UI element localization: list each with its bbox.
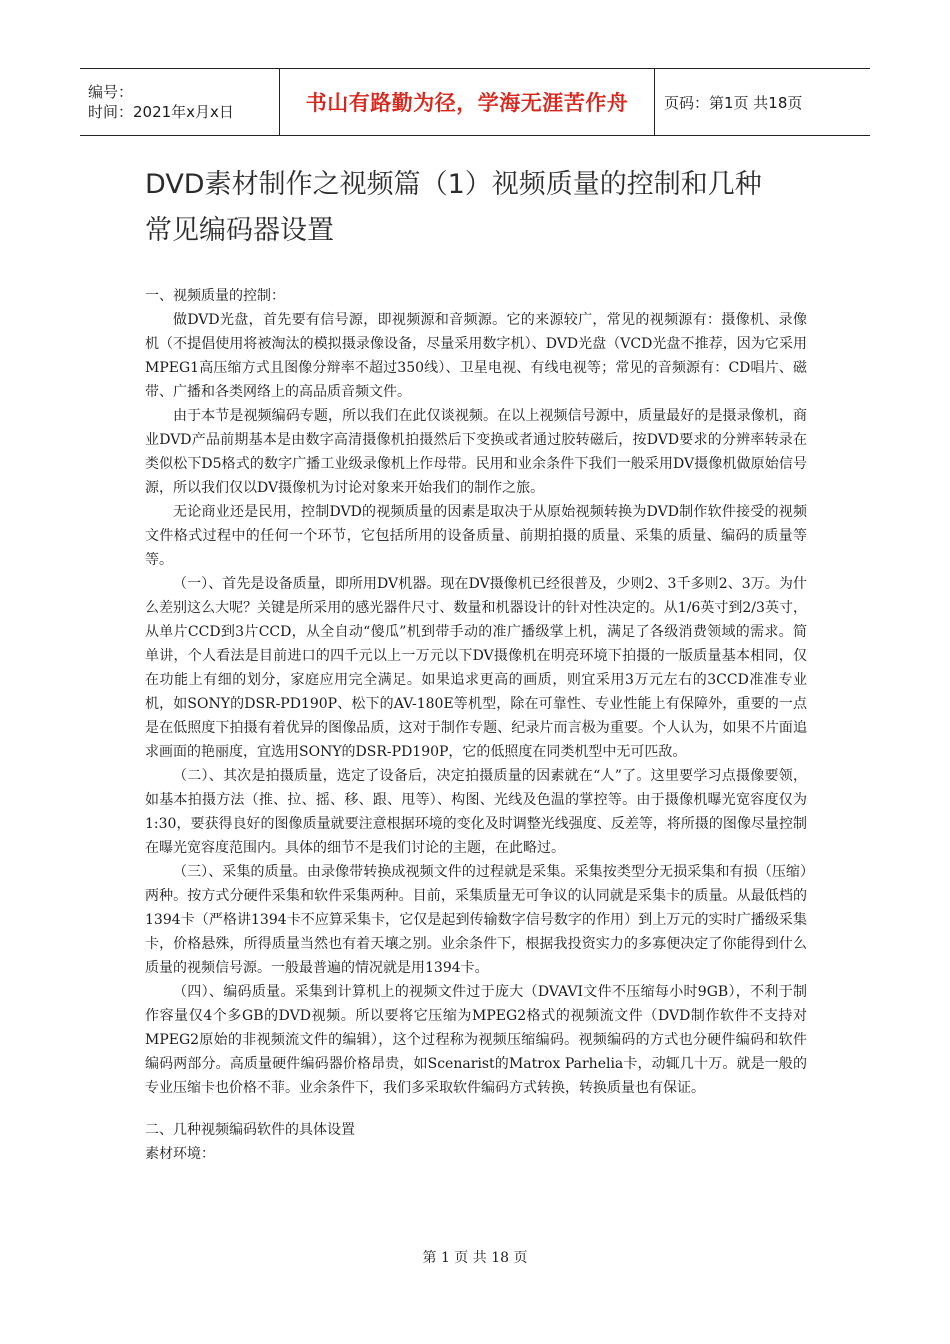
document-title-line2: 常见编码器设置 xyxy=(145,215,334,246)
header-page-info: 页码：第1页 共18页 xyxy=(664,93,803,112)
header-motto: 书山有路勤为径，学海无涯苦作舟 xyxy=(305,91,629,115)
document-title xyxy=(145,162,805,254)
document-date-label: 时间：2021年x月x日 xyxy=(88,103,234,121)
document-number-label: 编号： xyxy=(88,83,134,101)
page-footer xyxy=(0,1247,950,1267)
paragraph-quality-factors: 无论商业还是民用，控制DVD的视频质量的因素是取决于从原始视频转换为DVD制作软件接受的视频文件格式过程中的任何一个环节，它包括所用的设备质量、前期拍摄的质量、采集的质量、编码的质量等等。 xyxy=(145,504,807,568)
paragraph-signal-source: 做DVD光盘，首先要有信号源，即视频源和音频源。它的来源较广，常见的视频源有：摄像机、录像机（不提倡使用将被淘汰的模拟摄录像设备，尽量采用数字机）、DVD光盘（VCD光盘不推荐，因为它采用MPEG1高压缩方式且图像分辩率不超过350线）、卫星电视、有线电视等；常见的音频源有：CD唱片、磁带、广播和各类网络上的高品质音频文件。 xyxy=(145,312,807,400)
header-page-cell xyxy=(655,69,870,135)
section-gap xyxy=(145,1100,807,1118)
header-table xyxy=(80,68,870,136)
paragraph-shooting-quality: （二）、其次是拍摄质量，选定了设备后，决定拍摄质量的因素就在“人”了。这里要学习点摄像要领，如基本拍摄方法（推、拉、摇、移、跟、甩等）、构图、光线及色温的掌控等。由于摄像机曝光宽容度仅为1:30，要获得良好的图像质量就要注意根据环境的变化及时调整光线强度、反差等，将所摄的图像尽量控制在曝光宽容度范围内。具体的细节不是我们讨论的主题，在此略过。 xyxy=(145,768,807,856)
paragraph-equipment-quality: （一）、首先是设备质量，即所用DV机器。现在DV摄像机已经很普及，少则2、3千多则2、3万。为什么差别这么大呢？关键是所采用的感光器件尺寸、数量和机器设计的针对性决定的。从1/6英寸到2/3英寸，从单片CCD到3片CCD，从全自动“傻瓜”机到带手动的准广播级掌上机，满足了各级消费领域的需求。简单讲，个人看法是目前进口的四千元以上一万元以下DV摄像机在明亮环境下拍摄的一版质量基本相同，仅在功能上有细的划分，家庭应用完全满足。如果追求更高的画质，则宜采用3万元左右的3CCD准准专业机，如SONY的DSR-PD190P、松下的AV-180E等机型，除在可靠性、专业性能上有保障外，重要的一点是在低照度下拍摄有着优异的图像品质，这对于制作专题、纪录片而言极为重要。个人认为，如果不片面追求画面的艳丽度，宜选用SONY的DSR-PD190P，它的低照度在同类机型中无可匹敌。 xyxy=(145,576,807,760)
section1-heading: 一、视频质量的控制： xyxy=(145,288,285,304)
header-motto-cell xyxy=(280,69,655,135)
document-body xyxy=(145,284,807,1166)
section2-heading: 二、几种视频编码软件的具体设置 xyxy=(145,1122,355,1138)
paragraph-encoding-quality: （四）、编码质量。采集到计算机上的视频文件过于庞大（DVAVI文件不压缩每小时9GB），不利于制作容量仅4个多GB的DVD视频。所以要将它压缩为MPEG2格式的视频流文件（DVD制作软件不支持对MPEG2原始的非视频流文件的编辑），这个过程称为视频压缩编码。视频编码的方式也分硬件编码和软件编码两部分。高质量硬件编码器价格昂贵，如Scenarist的Matrox Parhelia卡，动辄几十万。就是一般的专业压缩卡也价格不菲。业余条件下，我们多采取软件编码方式转换，转换质量也有保证。 xyxy=(145,984,807,1096)
paragraph-video-topic: 由于本节是视频编码专题，所以我们在此仅谈视频。在以上视频信号源中，质量最好的是摄录像机，商业DVD产品前期基本是由数字高清摄像机拍摄然后下变换或者通过胶转磁后，按DVD要求的分辨率转录在类似松下D5格式的数字广播工业级录像机上作母带。民用和业余条件下我们一般采用DV摄像机做原始信号源，所以我们仅以DV摄像机为讨论对象来开始我们的制作之旅。 xyxy=(145,408,807,496)
header-meta-cell xyxy=(80,69,280,135)
material-environment-label: 素材环境： xyxy=(145,1146,215,1162)
footer-page-number: 第 1 页 共 18 页 xyxy=(422,1250,528,1266)
paragraph-capture-quality: （三）、采集的质量。由录像带转换成视频文件的过程就是采集。采集按类型分无损采集和有损（压缩）两种。按方式分硬件采集和软件采集两种。目前，采集质量无可争议的认同就是采集卡的质量。从最低档的1394卡（严格讲1394卡不应算采集卡，它仅是起到传输数字信号数字的作用）到上万元的实时广播级采集卡，价格悬殊，所得质量当然也有着天壤之别。业余条件下，根据我投资实力的多寡便决定了你能得到什么质量的视频信号源。一般最普遍的情况就是用1394卡。 xyxy=(145,864,807,976)
document-title-line1: DVD素材制作之视频篇（1）视频质量的控制和几种 xyxy=(145,169,762,200)
